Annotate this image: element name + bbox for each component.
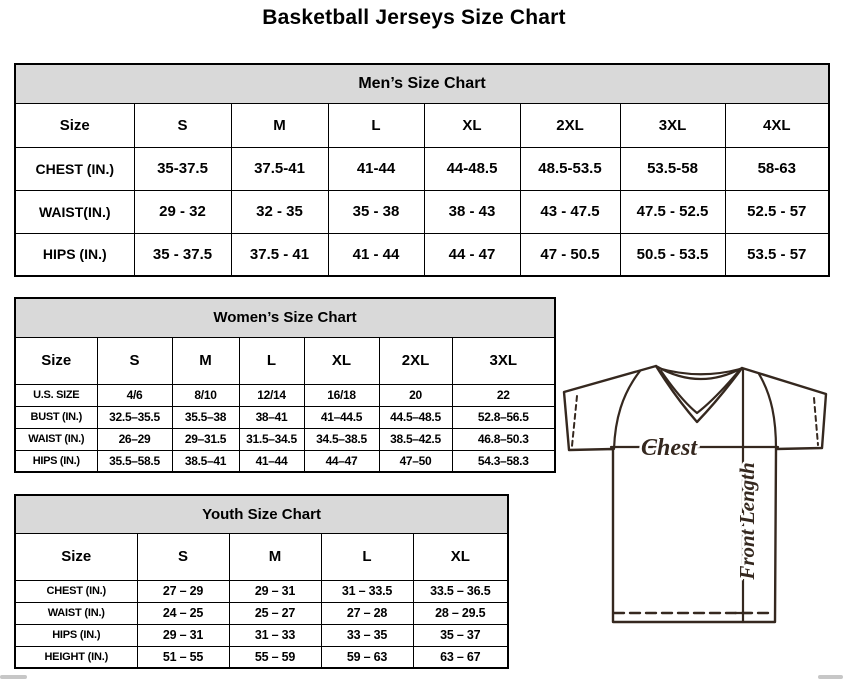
mens-header-m: M <box>231 103 328 147</box>
womens-cell: 22 <box>452 384 555 406</box>
womens-us-size-row <box>15 384 555 406</box>
mens-header-xl: XL <box>424 103 520 147</box>
mens-cell: 37.5 - 41 <box>231 233 328 276</box>
mens-header-size: Size <box>15 103 134 147</box>
youth-cell: 59 – 63 <box>321 646 413 668</box>
youth-hips-row <box>15 624 508 646</box>
youth-height-row <box>15 646 508 668</box>
womens-cell: 47–50 <box>379 450 452 472</box>
mens-cell: 58-63 <box>725 147 829 190</box>
womens-cell: 46.8–50.3 <box>452 428 555 450</box>
mens-table-title: Men’s Size Chart <box>15 64 829 103</box>
youth-cell: 25 – 27 <box>229 602 321 624</box>
womens-row-label: HIPS (IN.) <box>15 450 97 472</box>
womens-cell: 41–44.5 <box>304 406 379 428</box>
youth-size-table <box>14 494 509 669</box>
mens-cell: 47.5 - 52.5 <box>620 190 725 233</box>
youth-row-label: CHEST (IN.) <box>15 580 137 602</box>
horizontal-scrollbar-fragment-right[interactable] <box>818 675 843 679</box>
womens-cell: 44.5–48.5 <box>379 406 452 428</box>
youth-cell: 24 – 25 <box>137 602 229 624</box>
youth-cell: 33 – 35 <box>321 624 413 646</box>
youth-cell: 51 – 55 <box>137 646 229 668</box>
youth-row-label: WAIST (IN.) <box>15 602 137 624</box>
youth-cell: 33.5 – 36.5 <box>413 580 508 602</box>
mens-cell: 47 - 50.5 <box>520 233 620 276</box>
youth-header-xl: XL <box>413 533 508 580</box>
youth-chest-row <box>15 580 508 602</box>
mens-cell: 35-37.5 <box>134 147 231 190</box>
womens-cell: 38.5–41 <box>172 450 239 472</box>
youth-header-l: L <box>321 533 413 580</box>
mens-cell: 41 - 44 <box>328 233 424 276</box>
horizontal-scrollbar-fragment-left[interactable] <box>0 675 27 679</box>
womens-header-l: L <box>239 337 304 384</box>
mens-cell: 44 - 47 <box>424 233 520 276</box>
mens-header-l: L <box>328 103 424 147</box>
womens-table-title: Women’s Size Chart <box>15 298 555 337</box>
womens-cell: 44–47 <box>304 450 379 472</box>
mens-cell: 48.5-53.5 <box>520 147 620 190</box>
page-title: Basketball Jerseys Size Chart <box>262 6 566 29</box>
youth-cell: 28 – 29.5 <box>413 602 508 624</box>
mens-cell: 41-44 <box>328 147 424 190</box>
womens-cell: 29–31.5 <box>172 428 239 450</box>
youth-header-size: Size <box>15 533 137 580</box>
chest-measure-label: Chest <box>640 435 698 461</box>
womens-cell: 12/14 <box>239 384 304 406</box>
youth-row-label: HIPS (IN.) <box>15 624 137 646</box>
womens-cell: 38.5–42.5 <box>379 428 452 450</box>
womens-header-2xl: 2XL <box>379 337 452 384</box>
womens-cell: 54.3–58.3 <box>452 450 555 472</box>
youth-cell: 31 – 33.5 <box>321 580 413 602</box>
mens-cell: 43 - 47.5 <box>520 190 620 233</box>
youth-header-m: M <box>229 533 321 580</box>
mens-row-label: CHEST (IN.) <box>15 147 134 190</box>
youth-cell: 29 – 31 <box>137 624 229 646</box>
mens-header-4xl: 4XL <box>725 103 829 147</box>
youth-waist-row <box>15 602 508 624</box>
youth-cell: 31 – 33 <box>229 624 321 646</box>
womens-hips-row <box>15 450 555 472</box>
mens-cell: 32 - 35 <box>231 190 328 233</box>
jersey-measurement-diagram <box>556 358 843 679</box>
womens-cell: 34.5–38.5 <box>304 428 379 450</box>
youth-cell: 29 – 31 <box>229 580 321 602</box>
mens-cell: 29 - 32 <box>134 190 231 233</box>
front-length-measure-label: Front Length <box>735 462 759 580</box>
mens-cell: 52.5 - 57 <box>725 190 829 233</box>
youth-row-label: HEIGHT (IN.) <box>15 646 137 668</box>
womens-cell: 52.8–56.5 <box>452 406 555 428</box>
mens-cell: 44-48.5 <box>424 147 520 190</box>
mens-cell: 50.5 - 53.5 <box>620 233 725 276</box>
youth-cell: 35 – 37 <box>413 624 508 646</box>
mens-row-label: HIPS (IN.) <box>15 233 134 276</box>
mens-cell: 35 - 38 <box>328 190 424 233</box>
mens-cell: 37.5-41 <box>231 147 328 190</box>
womens-cell: 41–44 <box>239 450 304 472</box>
womens-header-xl: XL <box>304 337 379 384</box>
mens-cell: 38 - 43 <box>424 190 520 233</box>
womens-cell: 35.5–38 <box>172 406 239 428</box>
womens-cell: 4/6 <box>97 384 172 406</box>
mens-cell: 53.5-58 <box>620 147 725 190</box>
mens-row-label: WAIST(IN.) <box>15 190 134 233</box>
womens-row-label: BUST (IN.) <box>15 406 97 428</box>
womens-cell: 26–29 <box>97 428 172 450</box>
mens-waist-row <box>15 190 829 233</box>
womens-cell: 38–41 <box>239 406 304 428</box>
mens-cell: 35 - 37.5 <box>134 233 231 276</box>
mens-cell: 53.5 - 57 <box>725 233 829 276</box>
womens-row-label: U.S. SIZE <box>15 384 97 406</box>
womens-cell: 31.5–34.5 <box>239 428 304 450</box>
womens-cell: 8/10 <box>172 384 239 406</box>
womens-cell: 16/18 <box>304 384 379 406</box>
womens-bust-row <box>15 406 555 428</box>
youth-header-s: S <box>137 533 229 580</box>
mens-header-3xl: 3XL <box>620 103 725 147</box>
womens-row-label: WAIST (IN.) <box>15 428 97 450</box>
youth-table-title: Youth Size Chart <box>15 495 508 533</box>
womens-cell: 35.5–58.5 <box>97 450 172 472</box>
womens-waist-row <box>15 428 555 450</box>
womens-header-m: M <box>172 337 239 384</box>
youth-cell: 27 – 28 <box>321 602 413 624</box>
womens-cell: 32.5–35.5 <box>97 406 172 428</box>
youth-cell: 55 – 59 <box>229 646 321 668</box>
mens-header-2xl: 2XL <box>520 103 620 147</box>
womens-cell: 20 <box>379 384 452 406</box>
mens-size-table <box>14 63 830 277</box>
mens-chest-row <box>15 147 829 190</box>
youth-cell: 63 – 67 <box>413 646 508 668</box>
womens-header-size: Size <box>15 337 97 384</box>
womens-size-table <box>14 297 556 473</box>
jersey-diagram-icon <box>556 358 843 679</box>
womens-header-3xl: 3XL <box>452 337 555 384</box>
mens-header-s: S <box>134 103 231 147</box>
mens-hips-row <box>15 233 829 276</box>
youth-cell: 27 – 29 <box>137 580 229 602</box>
womens-header-s: S <box>97 337 172 384</box>
